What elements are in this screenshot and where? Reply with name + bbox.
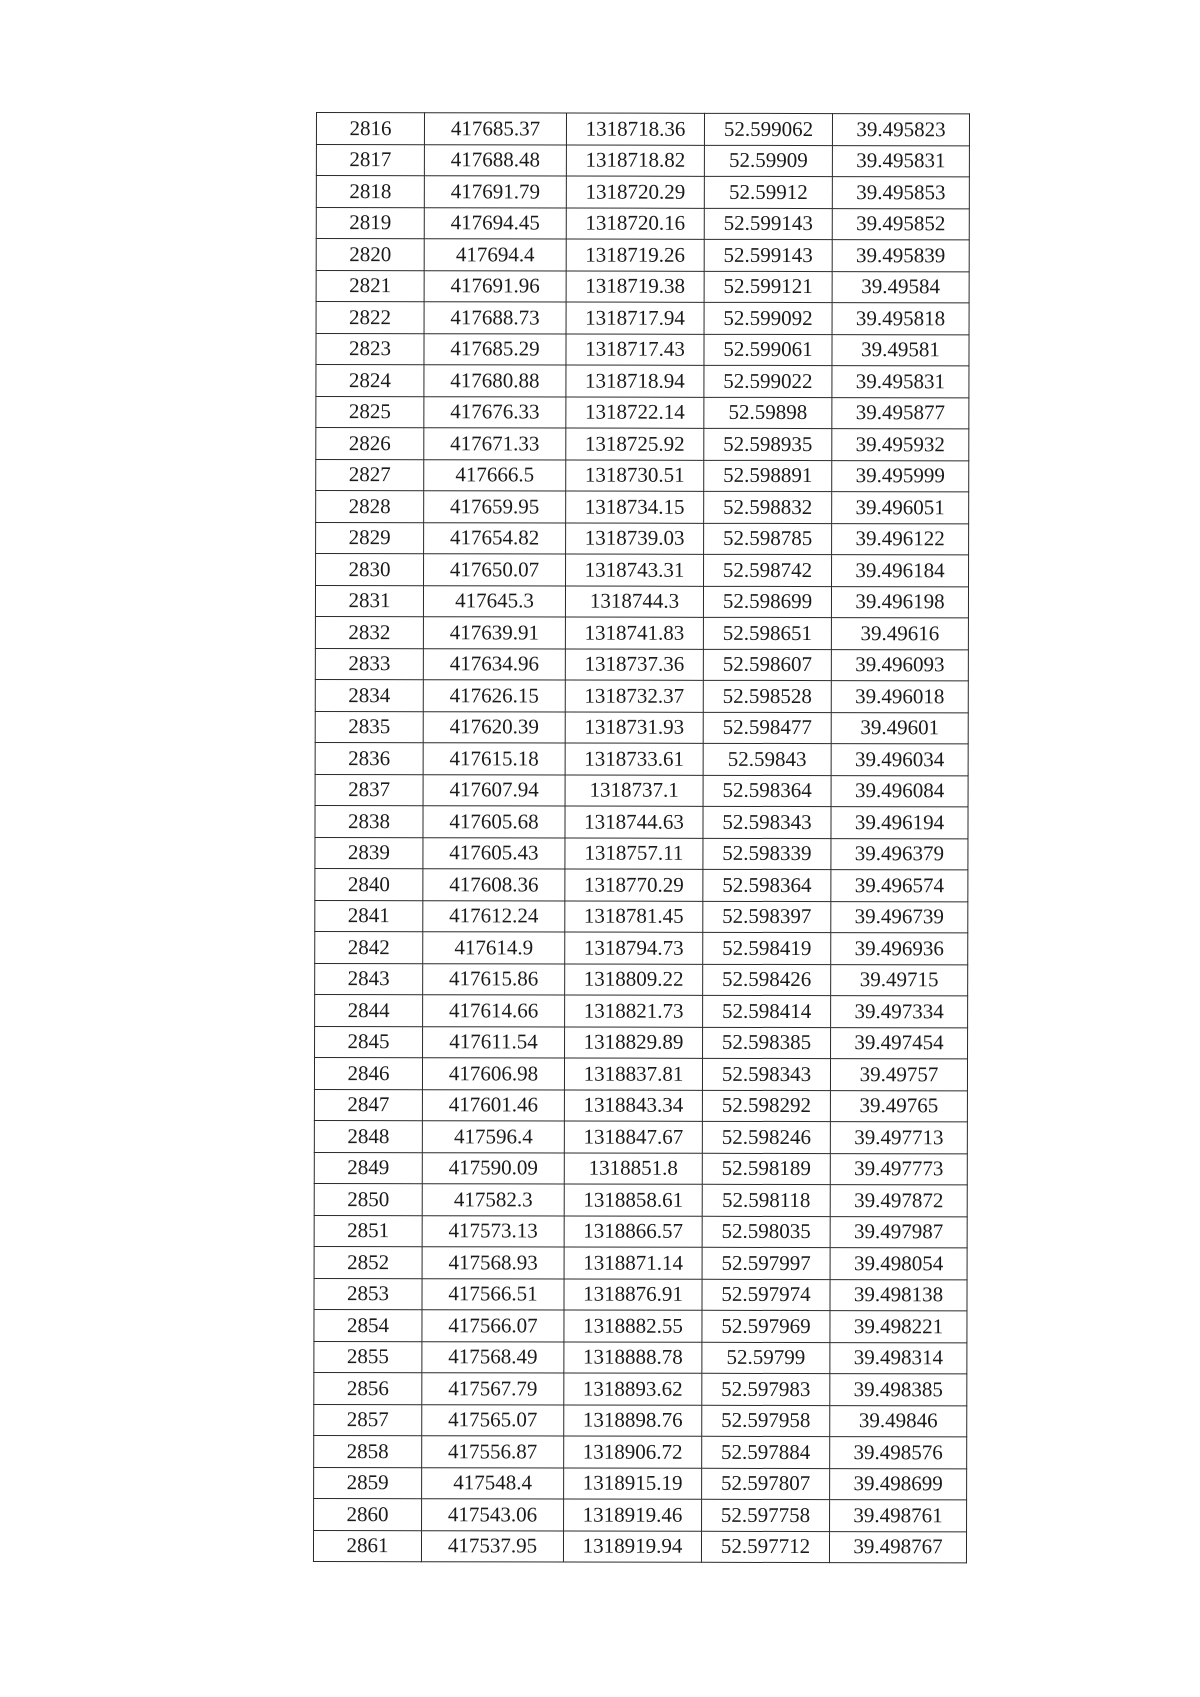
longitude-cell: 39.495839 bbox=[832, 240, 969, 272]
table-row bbox=[314, 1341, 967, 1374]
coordinates-table-body bbox=[313, 113, 969, 1563]
x-coordinate-cell: 417680.88 bbox=[424, 365, 566, 397]
table-row bbox=[314, 1372, 967, 1405]
point-number-cell: 2845 bbox=[315, 1026, 423, 1058]
longitude-cell: 39.498576 bbox=[830, 1437, 967, 1469]
y-coordinate-cell: 1318744.3 bbox=[565, 586, 703, 618]
y-coordinate-cell: 1318719.26 bbox=[566, 239, 704, 271]
latitude-cell: 52.599143 bbox=[704, 239, 832, 271]
x-coordinate-cell: 417654.82 bbox=[424, 522, 566, 554]
table-row bbox=[315, 931, 968, 964]
latitude-cell: 52.597983 bbox=[702, 1373, 830, 1405]
point-number-cell: 2846 bbox=[314, 1057, 422, 1089]
point-number-cell: 2833 bbox=[315, 648, 423, 680]
latitude-cell: 52.598397 bbox=[703, 901, 831, 933]
table-row bbox=[316, 270, 969, 303]
latitude-cell: 52.598742 bbox=[704, 554, 832, 586]
y-coordinate-cell: 1318730.51 bbox=[566, 460, 704, 492]
longitude-cell: 39.496574 bbox=[831, 870, 968, 902]
latitude-cell: 52.598189 bbox=[702, 1153, 830, 1185]
y-coordinate-cell: 1318829.89 bbox=[565, 1027, 703, 1059]
point-number-cell: 2819 bbox=[316, 207, 424, 239]
y-coordinate-cell: 1318871.14 bbox=[564, 1247, 702, 1279]
longitude-cell: 39.498054 bbox=[830, 1248, 967, 1280]
longitude-cell: 39.49757 bbox=[830, 1059, 967, 1091]
x-coordinate-cell: 417615.18 bbox=[423, 743, 565, 775]
y-coordinate-cell: 1318737.1 bbox=[565, 775, 703, 807]
x-coordinate-cell: 417556.87 bbox=[422, 1436, 564, 1468]
latitude-cell: 52.597997 bbox=[702, 1247, 830, 1279]
longitude-cell: 39.497713 bbox=[830, 1122, 967, 1154]
point-number-cell: 2821 bbox=[316, 270, 424, 302]
latitude-cell: 52.597758 bbox=[702, 1499, 830, 1531]
longitude-cell: 39.495831 bbox=[832, 145, 969, 177]
longitude-cell: 39.495932 bbox=[832, 429, 969, 461]
x-coordinate-cell: 417565.07 bbox=[422, 1404, 564, 1436]
point-number-cell: 2823 bbox=[316, 333, 424, 365]
table-row bbox=[316, 113, 969, 146]
longitude-cell: 39.495853 bbox=[832, 177, 969, 209]
longitude-cell: 39.496936 bbox=[831, 933, 968, 965]
y-coordinate-cell: 1318821.73 bbox=[565, 995, 703, 1027]
longitude-cell: 39.495877 bbox=[832, 397, 969, 429]
x-coordinate-cell: 417685.37 bbox=[424, 113, 566, 145]
y-coordinate-cell: 1318906.72 bbox=[564, 1436, 702, 1468]
y-coordinate-cell: 1318809.22 bbox=[565, 964, 703, 996]
longitude-cell: 39.49616 bbox=[831, 618, 968, 650]
longitude-cell: 39.49584 bbox=[832, 271, 969, 303]
latitude-cell: 52.598785 bbox=[704, 523, 832, 555]
table-row bbox=[316, 239, 969, 272]
point-number-cell: 2848 bbox=[314, 1120, 422, 1152]
longitude-cell: 39.495999 bbox=[832, 460, 969, 492]
latitude-cell: 52.598832 bbox=[704, 491, 832, 523]
table-row bbox=[314, 1215, 967, 1248]
latitude-cell: 52.599061 bbox=[704, 334, 832, 366]
y-coordinate-cell: 1318717.94 bbox=[566, 302, 704, 334]
point-number-cell: 2826 bbox=[316, 428, 424, 460]
point-number-cell: 2831 bbox=[315, 585, 423, 617]
x-coordinate-cell: 417666.5 bbox=[424, 459, 566, 491]
table-row bbox=[314, 1435, 967, 1468]
x-coordinate-cell: 417601.46 bbox=[422, 1089, 564, 1121]
table-row bbox=[315, 868, 968, 901]
x-coordinate-cell: 417566.51 bbox=[422, 1278, 564, 1310]
longitude-cell: 39.497334 bbox=[831, 996, 968, 1028]
x-coordinate-cell: 417537.95 bbox=[421, 1530, 563, 1562]
table-row bbox=[315, 900, 968, 933]
table-row bbox=[315, 616, 968, 649]
table-row bbox=[315, 1026, 968, 1059]
longitude-cell: 39.495852 bbox=[832, 208, 969, 240]
point-number-cell: 2829 bbox=[316, 522, 424, 554]
longitude-cell: 39.498385 bbox=[830, 1374, 967, 1406]
y-coordinate-cell: 1318757.11 bbox=[565, 838, 703, 870]
point-number-cell: 2816 bbox=[316, 113, 424, 145]
latitude-cell: 52.598419 bbox=[703, 932, 831, 964]
x-coordinate-cell: 417605.68 bbox=[423, 806, 565, 838]
y-coordinate-cell: 1318743.31 bbox=[566, 554, 704, 586]
latitude-cell: 52.597884 bbox=[702, 1436, 830, 1468]
point-number-cell: 2852 bbox=[314, 1246, 422, 1278]
latitude-cell: 52.599121 bbox=[704, 271, 832, 303]
latitude-cell: 52.599062 bbox=[704, 113, 832, 145]
y-coordinate-cell: 1318737.36 bbox=[565, 649, 703, 681]
point-number-cell: 2850 bbox=[314, 1183, 422, 1215]
y-coordinate-cell: 1318866.57 bbox=[564, 1216, 702, 1248]
table-row bbox=[314, 1089, 967, 1122]
y-coordinate-cell: 1318893.62 bbox=[564, 1373, 702, 1405]
point-number-cell: 2849 bbox=[314, 1152, 422, 1184]
table-row bbox=[316, 207, 969, 240]
point-number-cell: 2836 bbox=[315, 742, 423, 774]
longitude-cell: 39.496184 bbox=[832, 555, 969, 587]
latitude-cell: 52.597712 bbox=[701, 1531, 829, 1563]
x-coordinate-cell: 417676.33 bbox=[424, 396, 566, 428]
point-number-cell: 2828 bbox=[316, 491, 424, 523]
latitude-cell: 52.597974 bbox=[702, 1279, 830, 1311]
point-number-cell: 2832 bbox=[315, 616, 423, 648]
y-coordinate-cell: 1318722.14 bbox=[566, 397, 704, 429]
table-row bbox=[315, 774, 968, 807]
point-number-cell: 2854 bbox=[314, 1309, 422, 1341]
point-number-cell: 2838 bbox=[315, 805, 423, 837]
y-coordinate-cell: 1318851.8 bbox=[564, 1153, 702, 1185]
table-row bbox=[316, 491, 969, 524]
table-row bbox=[314, 1183, 967, 1216]
x-coordinate-cell: 417605.43 bbox=[423, 837, 565, 869]
point-number-cell: 2840 bbox=[315, 868, 423, 900]
y-coordinate-cell: 1318717.43 bbox=[566, 334, 704, 366]
point-number-cell: 2825 bbox=[316, 396, 424, 428]
table-row bbox=[315, 648, 968, 681]
table-row bbox=[315, 679, 968, 712]
y-coordinate-cell: 1318919.94 bbox=[563, 1531, 701, 1563]
x-coordinate-cell: 417612.24 bbox=[423, 900, 565, 932]
point-number-cell: 2830 bbox=[316, 554, 424, 586]
point-number-cell: 2861 bbox=[313, 1530, 421, 1562]
latitude-cell: 52.598414 bbox=[703, 995, 831, 1027]
x-coordinate-cell: 417634.96 bbox=[423, 648, 565, 680]
x-coordinate-cell: 417694.4 bbox=[424, 239, 566, 271]
point-number-cell: 2839 bbox=[315, 837, 423, 869]
latitude-cell: 52.598343 bbox=[703, 806, 831, 838]
x-coordinate-cell: 417606.98 bbox=[422, 1058, 564, 1090]
x-coordinate-cell: 417543.06 bbox=[422, 1499, 564, 1531]
x-coordinate-cell: 417626.15 bbox=[423, 680, 565, 712]
longitude-cell: 39.496379 bbox=[831, 838, 968, 870]
x-coordinate-cell: 417659.95 bbox=[424, 491, 566, 523]
x-coordinate-cell: 417685.29 bbox=[424, 333, 566, 365]
table-row bbox=[316, 302, 969, 335]
x-coordinate-cell: 417573.13 bbox=[422, 1215, 564, 1247]
x-coordinate-cell: 417568.93 bbox=[422, 1247, 564, 1279]
latitude-cell: 52.599143 bbox=[704, 208, 832, 240]
point-number-cell: 2858 bbox=[314, 1435, 422, 1467]
latitude-cell: 52.598292 bbox=[702, 1090, 830, 1122]
table-row bbox=[314, 1057, 967, 1090]
y-coordinate-cell: 1318882.55 bbox=[564, 1310, 702, 1342]
latitude-cell: 52.598364 bbox=[703, 869, 831, 901]
point-number-cell: 2827 bbox=[316, 459, 424, 491]
x-coordinate-cell: 417639.91 bbox=[423, 617, 565, 649]
latitude-cell: 52.598699 bbox=[703, 586, 831, 618]
point-number-cell: 2822 bbox=[316, 302, 424, 334]
point-number-cell: 2857 bbox=[314, 1404, 422, 1436]
longitude-cell: 39.498221 bbox=[830, 1311, 967, 1343]
latitude-cell: 52.598651 bbox=[703, 617, 831, 649]
point-number-cell: 2834 bbox=[315, 679, 423, 711]
x-coordinate-cell: 417590.09 bbox=[422, 1152, 564, 1184]
table-row bbox=[314, 1278, 967, 1311]
point-number-cell: 2841 bbox=[315, 900, 423, 932]
coordinates-table bbox=[313, 112, 970, 1563]
table-row bbox=[313, 1530, 966, 1563]
table-row bbox=[316, 144, 969, 177]
x-coordinate-cell: 417582.3 bbox=[422, 1184, 564, 1216]
latitude-cell: 52.598035 bbox=[702, 1216, 830, 1248]
y-coordinate-cell: 1318843.34 bbox=[564, 1090, 702, 1122]
x-coordinate-cell: 417568.49 bbox=[422, 1341, 564, 1373]
latitude-cell: 52.59898 bbox=[704, 397, 832, 429]
x-coordinate-cell: 417688.48 bbox=[424, 144, 566, 176]
point-number-cell: 2855 bbox=[314, 1341, 422, 1373]
point-number-cell: 2842 bbox=[315, 931, 423, 963]
table-row bbox=[315, 994, 968, 1027]
point-number-cell: 2851 bbox=[314, 1215, 422, 1247]
y-coordinate-cell: 1318919.46 bbox=[564, 1499, 702, 1531]
x-coordinate-cell: 417688.73 bbox=[424, 302, 566, 334]
latitude-cell: 52.598935 bbox=[704, 428, 832, 460]
longitude-cell: 39.495823 bbox=[832, 114, 969, 146]
latitude-cell: 52.598118 bbox=[702, 1184, 830, 1216]
x-coordinate-cell: 417620.39 bbox=[423, 711, 565, 743]
x-coordinate-cell: 417548.4 bbox=[422, 1467, 564, 1499]
table-row bbox=[314, 1498, 967, 1531]
longitude-cell: 39.49765 bbox=[830, 1090, 967, 1122]
x-coordinate-cell: 417566.07 bbox=[422, 1310, 564, 1342]
point-number-cell: 2860 bbox=[314, 1498, 422, 1530]
y-coordinate-cell: 1318888.78 bbox=[564, 1342, 702, 1374]
longitude-cell: 39.49601 bbox=[831, 712, 968, 744]
longitude-cell: 39.498314 bbox=[830, 1342, 967, 1374]
table-row bbox=[316, 396, 969, 429]
y-coordinate-cell: 1318847.67 bbox=[564, 1121, 702, 1153]
table-row bbox=[314, 1404, 967, 1437]
y-coordinate-cell: 1318718.94 bbox=[566, 365, 704, 397]
latitude-cell: 52.599022 bbox=[704, 365, 832, 397]
y-coordinate-cell: 1318744.63 bbox=[565, 806, 703, 838]
point-number-cell: 2824 bbox=[316, 365, 424, 397]
longitude-cell: 39.496739 bbox=[831, 901, 968, 933]
longitude-cell: 39.495818 bbox=[832, 303, 969, 335]
longitude-cell: 39.495831 bbox=[832, 366, 969, 398]
x-coordinate-cell: 417614.9 bbox=[423, 932, 565, 964]
x-coordinate-cell: 417671.33 bbox=[424, 428, 566, 460]
point-number-cell: 2853 bbox=[314, 1278, 422, 1310]
y-coordinate-cell: 1318732.37 bbox=[565, 680, 703, 712]
longitude-cell: 39.496122 bbox=[832, 523, 969, 555]
y-coordinate-cell: 1318731.93 bbox=[565, 712, 703, 744]
x-coordinate-cell: 417608.36 bbox=[423, 869, 565, 901]
longitude-cell: 39.49846 bbox=[830, 1405, 967, 1437]
table-row bbox=[316, 333, 969, 366]
latitude-cell: 52.597958 bbox=[702, 1405, 830, 1437]
y-coordinate-cell: 1318718.82 bbox=[566, 145, 704, 177]
y-coordinate-cell: 1318915.19 bbox=[564, 1468, 702, 1500]
longitude-cell: 39.498761 bbox=[830, 1500, 967, 1532]
latitude-cell: 52.598339 bbox=[703, 838, 831, 870]
latitude-cell: 52.598343 bbox=[702, 1058, 830, 1090]
x-coordinate-cell: 417645.3 bbox=[423, 585, 565, 617]
latitude-cell: 52.598607 bbox=[703, 649, 831, 681]
x-coordinate-cell: 417567.79 bbox=[422, 1373, 564, 1405]
longitude-cell: 39.498138 bbox=[830, 1279, 967, 1311]
longitude-cell: 39.496194 bbox=[831, 807, 968, 839]
y-coordinate-cell: 1318733.61 bbox=[565, 743, 703, 775]
latitude-cell: 52.597807 bbox=[702, 1468, 830, 1500]
longitude-cell: 39.497872 bbox=[830, 1185, 967, 1217]
table-row bbox=[316, 428, 969, 461]
x-coordinate-cell: 417691.96 bbox=[424, 270, 566, 302]
y-coordinate-cell: 1318898.76 bbox=[564, 1405, 702, 1437]
latitude-cell: 52.598891 bbox=[704, 460, 832, 492]
x-coordinate-cell: 417607.94 bbox=[423, 774, 565, 806]
longitude-cell: 39.49581 bbox=[832, 334, 969, 366]
table-row bbox=[315, 963, 968, 996]
point-number-cell: 2818 bbox=[316, 176, 424, 208]
y-coordinate-cell: 1318770.29 bbox=[565, 869, 703, 901]
table-row bbox=[316, 522, 969, 555]
table-row bbox=[314, 1152, 967, 1185]
longitude-cell: 39.497987 bbox=[830, 1216, 967, 1248]
table-row bbox=[314, 1120, 967, 1153]
x-coordinate-cell: 417611.54 bbox=[423, 1026, 565, 1058]
y-coordinate-cell: 1318719.38 bbox=[566, 271, 704, 303]
latitude-cell: 52.59799 bbox=[702, 1342, 830, 1374]
longitude-cell: 39.498767 bbox=[829, 1531, 966, 1563]
y-coordinate-cell: 1318858.61 bbox=[564, 1184, 702, 1216]
point-number-cell: 2817 bbox=[316, 144, 424, 176]
x-coordinate-cell: 417650.07 bbox=[424, 554, 566, 586]
table-row bbox=[315, 742, 968, 775]
latitude-cell: 52.59909 bbox=[704, 145, 832, 177]
latitude-cell: 52.598385 bbox=[703, 1027, 831, 1059]
table-row bbox=[315, 837, 968, 870]
table-row bbox=[315, 711, 968, 744]
table-row bbox=[314, 1246, 967, 1279]
table-row bbox=[314, 1309, 967, 1342]
latitude-cell: 52.598364 bbox=[703, 775, 831, 807]
point-number-cell: 2859 bbox=[314, 1467, 422, 1499]
latitude-cell: 52.599092 bbox=[704, 302, 832, 334]
x-coordinate-cell: 417691.79 bbox=[424, 176, 566, 208]
longitude-cell: 39.49715 bbox=[831, 964, 968, 996]
latitude-cell: 52.59843 bbox=[703, 743, 831, 775]
point-number-cell: 2835 bbox=[315, 711, 423, 743]
point-number-cell: 2820 bbox=[316, 239, 424, 271]
y-coordinate-cell: 1318718.36 bbox=[566, 113, 704, 145]
longitude-cell: 39.496198 bbox=[831, 586, 968, 618]
point-number-cell: 2837 bbox=[315, 774, 423, 806]
point-number-cell: 2847 bbox=[314, 1089, 422, 1121]
table-row bbox=[316, 554, 969, 587]
latitude-cell: 52.598246 bbox=[702, 1121, 830, 1153]
table-row bbox=[315, 585, 968, 618]
longitude-cell: 39.496034 bbox=[831, 744, 968, 776]
y-coordinate-cell: 1318837.81 bbox=[564, 1058, 702, 1090]
latitude-cell: 52.598477 bbox=[703, 712, 831, 744]
table-row bbox=[315, 805, 968, 838]
y-coordinate-cell: 1318725.92 bbox=[566, 428, 704, 460]
point-number-cell: 2844 bbox=[315, 994, 423, 1026]
longitude-cell: 39.496084 bbox=[831, 775, 968, 807]
y-coordinate-cell: 1318741.83 bbox=[565, 617, 703, 649]
table-row bbox=[314, 1467, 967, 1500]
point-number-cell: 2856 bbox=[314, 1372, 422, 1404]
x-coordinate-cell: 417614.66 bbox=[423, 995, 565, 1027]
latitude-cell: 52.59912 bbox=[704, 176, 832, 208]
y-coordinate-cell: 1318739.03 bbox=[566, 523, 704, 555]
y-coordinate-cell: 1318794.73 bbox=[565, 932, 703, 964]
y-coordinate-cell: 1318734.15 bbox=[566, 491, 704, 523]
point-number-cell: 2843 bbox=[315, 963, 423, 995]
table-row bbox=[316, 459, 969, 492]
latitude-cell: 52.598528 bbox=[703, 680, 831, 712]
longitude-cell: 39.497454 bbox=[831, 1027, 968, 1059]
longitude-cell: 39.496093 bbox=[831, 649, 968, 681]
longitude-cell: 39.497773 bbox=[830, 1153, 967, 1185]
table-row bbox=[316, 176, 969, 209]
y-coordinate-cell: 1318781.45 bbox=[565, 901, 703, 933]
table-row bbox=[316, 365, 969, 398]
longitude-cell: 39.496018 bbox=[831, 681, 968, 713]
x-coordinate-cell: 417596.4 bbox=[422, 1121, 564, 1153]
x-coordinate-cell: 417694.45 bbox=[424, 207, 566, 239]
latitude-cell: 52.597969 bbox=[702, 1310, 830, 1342]
x-coordinate-cell: 417615.86 bbox=[423, 963, 565, 995]
longitude-cell: 39.498699 bbox=[830, 1468, 967, 1500]
latitude-cell: 52.598426 bbox=[703, 964, 831, 996]
y-coordinate-cell: 1318720.16 bbox=[566, 208, 704, 240]
longitude-cell: 39.496051 bbox=[832, 492, 969, 524]
y-coordinate-cell: 1318720.29 bbox=[566, 176, 704, 208]
y-coordinate-cell: 1318876.91 bbox=[564, 1279, 702, 1311]
